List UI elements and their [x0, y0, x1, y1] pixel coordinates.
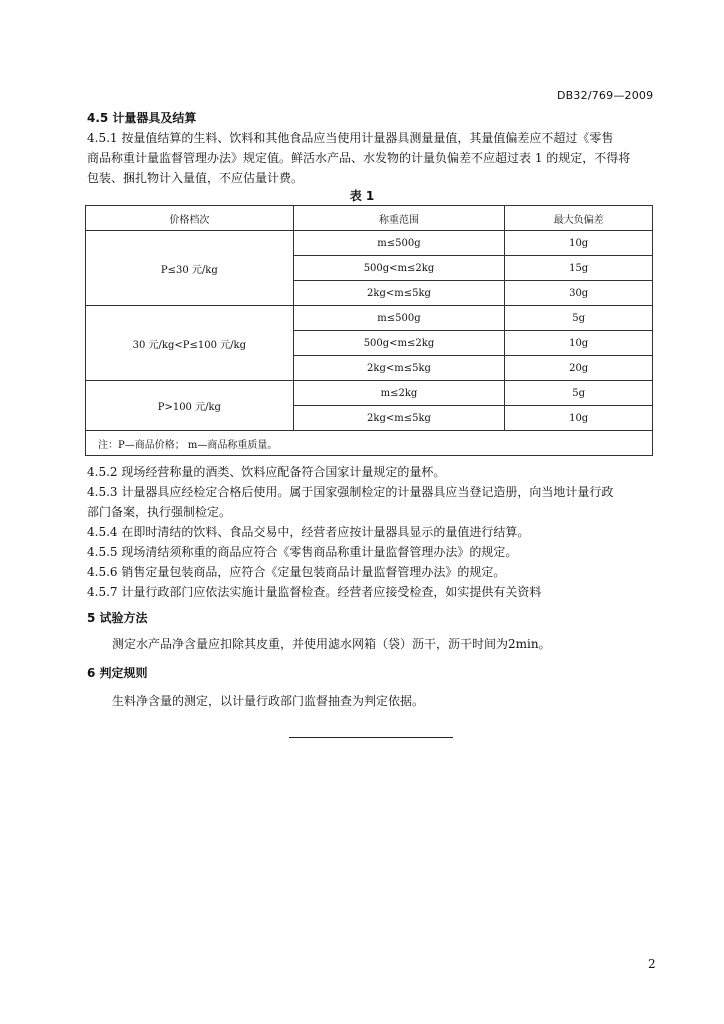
clause-4-5-4: 4.5.4 在即时清结的饮料、食品交易中，经营者应按计量器具显示的量值进行结算。 — [87, 525, 530, 539]
header-price-tier: 价格档次 — [86, 206, 294, 231]
weight-range-cell: 2kg<m≤5kg — [293, 406, 505, 431]
weight-range-cell: 500g<m≤2kg — [293, 331, 505, 356]
price-tier-cell: P≤30 元/kg — [86, 231, 294, 306]
section-5-body: 测定水产品净含量应扣除其皮重，并使用滤水网箱（袋）沥干，沥干时间为2min。 — [112, 637, 551, 651]
clause-4-5-1-line-2: 商品称重计量监督管理办法》规定值。鲜活水产品、水发物的计量负偏差不应超过表 1 的规定，不得将 — [87, 151, 631, 165]
clause-4-5-3-line-2: 部门备案，执行强制检定。 — [87, 505, 232, 519]
weight-range-cell: m≤2kg — [293, 381, 505, 406]
price-tier-cell: P>100 元/kg — [86, 381, 294, 431]
deviation-cell: 5g — [505, 381, 653, 406]
clause-4-5-6: 4.5.6 销售定量包装商品，应符合《定量包装商品计量监督管理办法》的规定。 — [87, 565, 506, 579]
table-header-row — [86, 206, 653, 231]
deviation-cell: 15g — [505, 256, 653, 281]
weight-range-cell: m≤500g — [293, 231, 505, 256]
table-caption: 表 1 — [349, 189, 375, 203]
section-6-heading: 6 判定规则 — [87, 666, 148, 680]
clause-4-5-2: 4.5.2 现场经营称量的酒类、饮料应配备符合国家计量规定的量杯。 — [87, 465, 446, 479]
section-5-heading: 5 试验方法 — [87, 611, 148, 625]
tolerance-table — [85, 205, 653, 456]
table-note: 注：P—商品价格； m—商品称重质量。 — [86, 431, 653, 456]
page-number: 2 — [648, 957, 656, 971]
table-note-row — [86, 431, 653, 456]
weight-range-cell: 2kg<m≤5kg — [293, 281, 505, 306]
table-row — [86, 231, 653, 256]
document-number: DB32/769—2009 — [557, 89, 654, 102]
deviation-cell: 10g — [505, 331, 653, 356]
deviation-cell: 10g — [505, 406, 653, 431]
price-tier-cell: 30 元/kg<P≤100 元/kg — [86, 306, 294, 381]
clause-4-5-7: 4.5.7 计量行政部门应依法实施计量监督检查。经营者应接受检查，如实提供有关资料 — [87, 585, 542, 599]
weight-range-cell: m≤500g — [293, 306, 505, 331]
clause-4-5-5: 4.5.5 现场清结须称重的商品应符合《零售商品称重计量监督管理办法》的规定。 — [87, 545, 518, 559]
weight-range-cell: 500g<m≤2kg — [293, 256, 505, 281]
deviation-cell: 30g — [505, 281, 653, 306]
section-4-5-heading: 4.5 计量器具及结算 — [87, 111, 197, 125]
table-row — [86, 381, 653, 406]
header-weight-range: 称重范围 — [293, 206, 505, 231]
deviation-cell: 5g — [505, 306, 653, 331]
header-max-negative-deviation: 最大负偏差 — [505, 206, 653, 231]
deviation-cell: 20g — [505, 356, 653, 381]
table-row — [86, 306, 653, 331]
section-6-body: 生料净含量的测定，以计量行政部门监督抽查为判定依据。 — [112, 694, 425, 708]
deviation-cell: 10g — [505, 231, 653, 256]
weight-range-cell: 2kg<m≤5kg — [293, 356, 505, 381]
clause-4-5-1-line-1: 4.5.1 按量值结算的生料、饮料和其他食品应当使用计量器具测量量值，其量值偏差应不超过《零售 — [87, 131, 614, 145]
clause-4-5-3-line-1: 4.5.3 计量器具应经检定合格后使用。属于国家强制检定的计量器具应当登记造册，向当地计量行政 — [87, 485, 614, 499]
clause-4-5-1-line-3: 包装、捆扎物计入量值，不应估量计费。 — [87, 171, 304, 185]
end-rule — [289, 737, 453, 738]
